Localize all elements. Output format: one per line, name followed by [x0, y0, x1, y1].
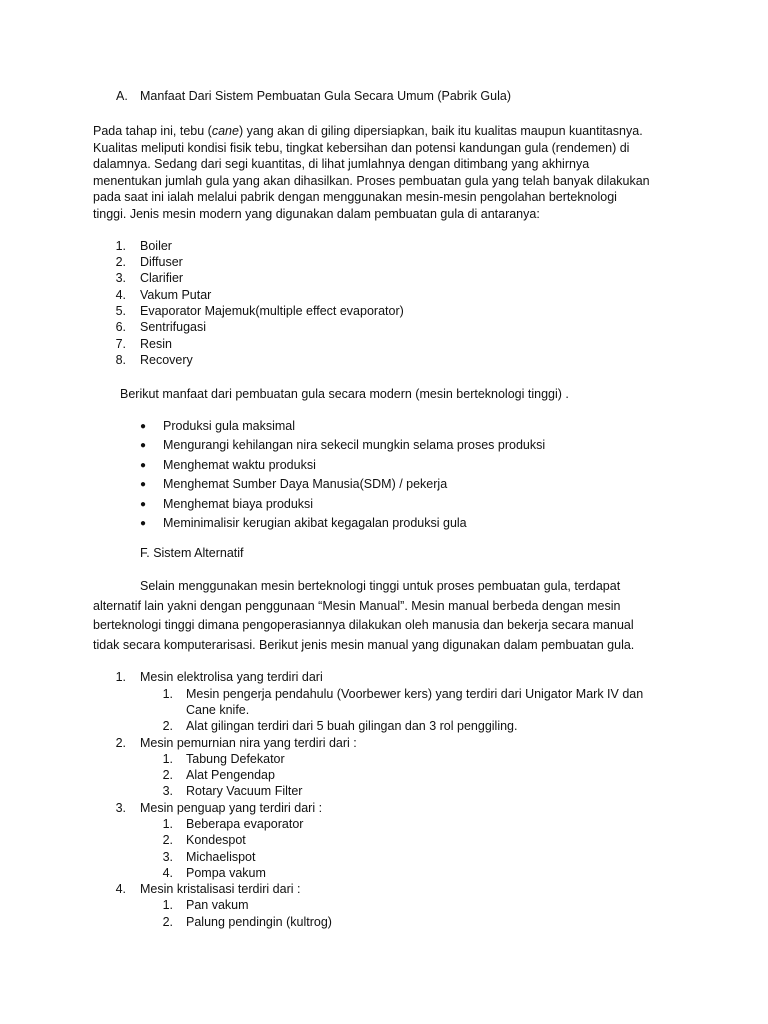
section-a-title: Manfaat Dari Sistem Pembuatan Gula Secara Umum (Pabrik Gula): [140, 89, 511, 103]
benefits-intro: Berikut manfaat dari pembuatan gula secara modern (mesin berteknologi tinggi) .: [120, 387, 569, 401]
intro-line: dalamnya. Sedang dari segi kuantitas, di lihat jumlahnya dengan ditimbang yang akhirnya: [93, 157, 590, 171]
intro-line: menentukan jumlah gula yang akan dihasilkan. Proses pembuatan gula yang telah banyak dilakukan: [93, 173, 650, 188]
paragraph-line: Selain menggunakan mesin berteknologi tinggi untuk proses pembuatan gula, terdapat: [140, 579, 621, 593]
intro-line: Kualitas meliputi kondisi fisik tebu, tingkat kebersihan dan potensi kandungan gula (rendemen) di: [93, 140, 630, 155]
bullet-icon: ●: [140, 499, 147, 510]
bullet-icon: ●: [140, 518, 147, 529]
bullet-icon: ●: [140, 440, 147, 451]
bullet-icon: ●: [140, 421, 147, 432]
paragraph-line: berteknologi tinggi dimana pengoperasiannya dilakukan oleh manusia dan bekerja secara manual: [93, 618, 634, 632]
intro-line: Pada tahap ini, tebu (cane) yang akan di giling dipersiapkan, baik itu kualitas maupun kuantitasnya.: [93, 124, 643, 138]
intro-line: tinggi. Jenis mesin modern yang digunakan dalam pembuatan gula di antaranya:: [93, 206, 540, 221]
paragraph-line: tidak secara komputerarisasi. Berikut jenis mesin manual yang digunakan dalam pembuatan gula.: [93, 637, 635, 652]
intro-paragraph: [93, 123, 678, 222]
intro-line: pada saat ini ialah melalui pabrik dengan menggunakan mesin-mesin pengolahan berteknologi: [93, 190, 617, 204]
section-a-marker: A.: [116, 89, 128, 103]
paragraph-line: alternatif lain yakni dengan penggunaan “Mesin Manual”. Mesin manual berbeda dengan mesin: [93, 598, 621, 613]
document-page: A. Manfaat Dari Sistem Pembuatan Gula Secara Umum (Pabrik Gula) Pada tahap ini, tebu (cane) yang akan di giling dipersiapkan, baik itu kualitas maupun kuantitasnya. Kualitas meliputi kondisi fisik tebu, tingkat kebersihan dan potensi kandungan gula (rendemen) di dalamnya. Sedang dari segi kuantitas, di lihat jumlahnya dengan ditimbang yang akhirnya menentukan jumlah gula yang akan dihasilkan. Proses pembuatan gula yang telah banyak dilakukan pada saat ini ialah melalui pabrik dengan menggunakan mesin-mesin pengolahan berteknologi tinggi. Jenis mesin modern yang digunakan dalam pembuatan gula di antaranya: 1. Boiler 2. Diffuser 3. Clarifier 4. Vakum Putar 5. Evaporator Majemuk(multiple effect evaporator) 6. Sentrifugasi 7. Resin 8. Recovery Berikut manfaat dari pembuatan gula secara modern (mesin berteknologi tinggi) . ● Produksi gula maksimal ● Mengurangi kehilangan nira sekecil mungkin selama proses produksi ● Menghemat waktu produksi ● Menghemat Sumber Daya Manusia(SDM) / pekerja ● Menghemat biaya produksi ● Meminimalisir kerugian akibat kegagalan produksi gula F. Sistem Alternatif Selain menggunakan mesin berteknologi tinggi untuk proses pembuatan gula, terdapat alternatif lain yakni dengan penggunaan “Mesin Manual”. Mesin manual berbeda dengan mesin berteknologi tinggi dimana pengoperasiannya dilakukan oleh manusia dan bekerja secara manual tidak secara komputerarisasi. Berikut jenis mesin manual yang digunakan dalam pembuatan gula. 1. Mesin elektrolisa yang terdiri dari 1. Mesin pengerja pendahulu (Voorbewer kers) yang terdiri dari Unigator Mark IV dan Cane knife. 2. Alat gilingan terdiri dari 5 buah gilingan dan 3 rol penggiling. 2. Mesin pemurnian nira yang terdiri dari : 1. Tabung Defekator 2. Alat Pengendap 3. Rotary Vacuum Filter 3. Mesin penguap yang terdiri dari : 1. Beberapa evaporator 2. Kondespot 3. Michaelispot 4. Pompa vakum 4. Mesin kristalisasi terdiri dari : 1. Pan vakum 2. Palung pendingin (kultrog): [0, 0, 768, 1024]
bullet-icon: ●: [140, 460, 147, 471]
bullet-icon: ●: [140, 479, 147, 490]
italic-term: cane: [211, 124, 239, 138]
alternative-paragraph: [93, 577, 678, 655]
section-f-heading: F. Sistem Alternatif: [140, 546, 244, 560]
